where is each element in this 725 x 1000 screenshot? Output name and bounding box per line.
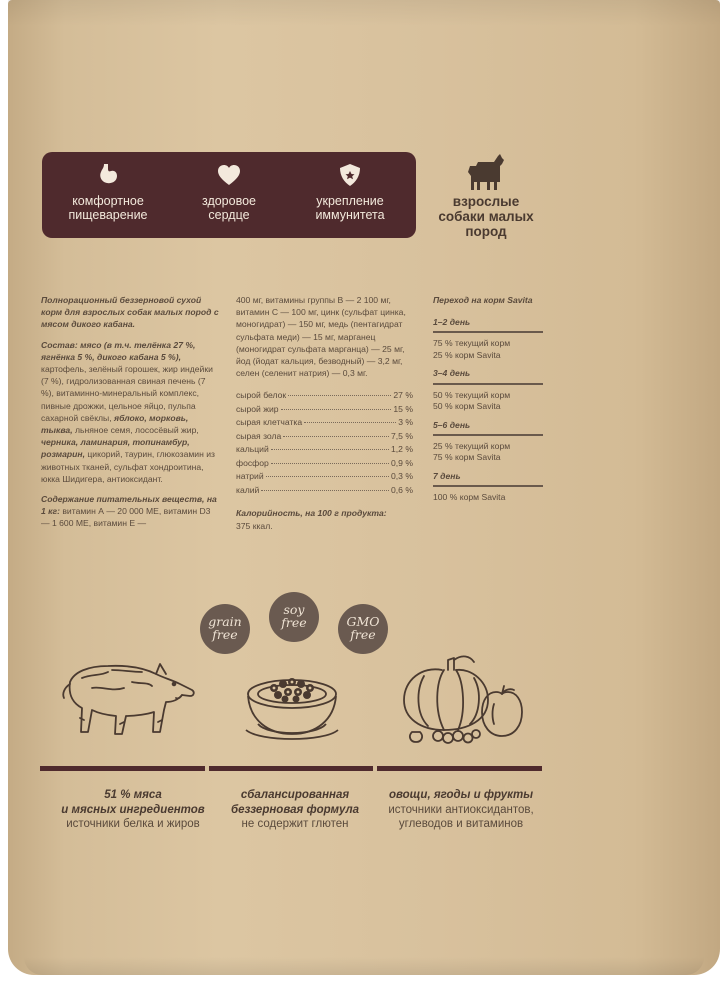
- product-description: Полнорационный беззерновой сухой корм для взрослых собак малых пород с мясом дикого кабана.: [41, 295, 219, 330]
- benefits-banner: [42, 152, 416, 238]
- vitamins-column: [236, 294, 413, 532]
- analysis-row: сырая клетчатка 3 %: [236, 417, 413, 428]
- analysis-row: кальций 1,2 %: [236, 444, 413, 455]
- nutrients: Содержание питательных веществ, на 1 кг: витамин А — 20 000 МЕ, витамин D3 — 1 600 МЕ, витамин Е —: [41, 494, 217, 529]
- dog-icon: [464, 152, 506, 192]
- transition-title: Переход на корм Savita: [433, 295, 533, 305]
- wild-boar-illustration: [52, 648, 202, 748]
- transition-step: 5–6 день 25 % текущий корм 75 % корм Savita: [433, 419, 543, 464]
- analysis-table: [236, 389, 413, 497]
- stomach-icon: [94, 162, 122, 188]
- soy-free-badge: soy free: [269, 592, 319, 642]
- feature-grain-free-formula: сбалансированная беззерновая формула не содержит глютен: [230, 789, 360, 830]
- analysis-row: натрий 0,3 %: [236, 471, 413, 482]
- benefit-digestion: комфортное пищеварение: [46, 162, 170, 222]
- transition-step: 7 день 100 % корм Savita: [433, 470, 543, 504]
- benefit-heart: здоровое сердце: [167, 162, 291, 222]
- transition-step: 3–4 день 50 % текущий корм 50 % корм Savita: [433, 367, 543, 412]
- transition-step: 1–2 день 75 % текущий корм 25 % корм Savita: [433, 316, 543, 361]
- shield-icon: [336, 162, 364, 188]
- analysis-row: фосфор 0,9 %: [236, 457, 413, 468]
- grain-free-badge: grain free: [200, 604, 250, 654]
- analysis-row: сырая зола 7,5 %: [236, 430, 413, 441]
- analysis-row: сырой жир 15 %: [236, 403, 413, 414]
- composition: Состав: мясо (в т.ч. телёнка 27 %, ягнёнка 5 %, дикого кабана 5 %), картофель, зелёный горошек, жир индейки (7 %), гидролизованная свиная печень (7 %), витаминно-минеральный комплекс, пивные дрожжи, цельное яйцо, пульпа сахарной свёклы, яблоко, морковь, тыква, льняное семя, лососёвый жир, черника, ламинария, топинамбур, розмарин, цикорий, таурин, глюкозамин из животных тканей, сульфат хондроитина, юкка Шидигера, антиоксидант.: [41, 339, 215, 484]
- heart-icon: [215, 162, 243, 188]
- analysis-row: калий 0,6 %: [236, 484, 413, 495]
- transition-column: [433, 294, 543, 510]
- target-audience: взрослые собаки малых пород: [438, 194, 534, 239]
- package-back: [8, 0, 720, 975]
- benefit-immunity: укрепление иммунитета: [288, 162, 412, 222]
- feature-meat: 51 % мяса и мясных ингредиентов источники белка и жиров: [61, 789, 205, 830]
- food-bowl-illustration: [240, 664, 344, 746]
- features-divider: [40, 766, 542, 771]
- vegetables-fruits-illustration: [398, 652, 528, 746]
- analysis-row: сырой белок 27 %: [236, 390, 413, 401]
- vitamins-text: 400 мг, витамины группы В — 2 100 мг, витамин С — 100 мг, цинк (сульфат цинка, моногидрат) — 150 мг, медь (пентагидрат сульфата меди) — 15 мг, марганец (моногидрат сульфата марганца) — 25 мг, йод (йодат кальция, безводный) — 3,2 мг, селен (селенит натрия) — 0,3 мг.: [236, 295, 406, 379]
- composition-column: [41, 294, 219, 538]
- gmo-free-badge: GMO free: [338, 604, 388, 654]
- feature-vegetables: овощи, ягоды и фрукты источники антиоксидантов, углеводов и витаминов: [388, 789, 534, 830]
- calories: Калорийность, на 100 г продукта: 375 ккал.: [236, 508, 387, 531]
